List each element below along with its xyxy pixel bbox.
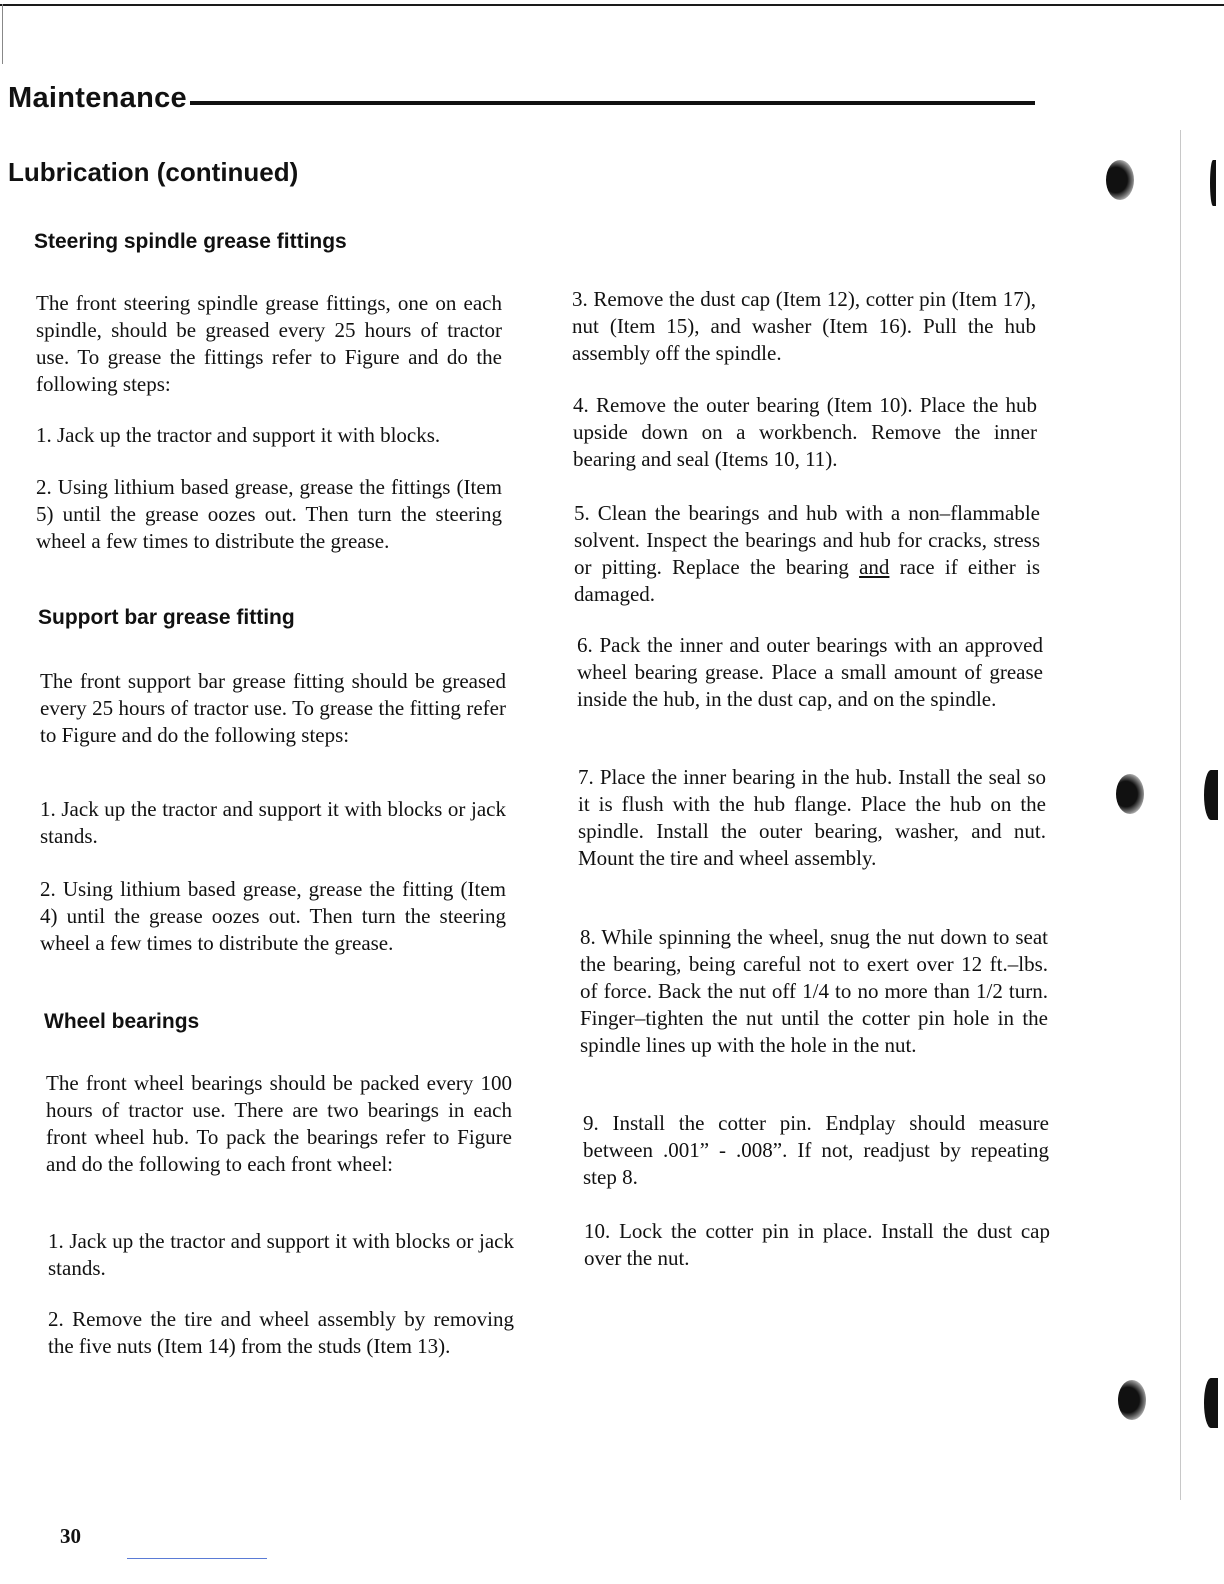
scan-margin-line <box>1180 130 1181 1500</box>
wheel-intro: The front wheel bearings should be packed every 100 hours of tractor use. There are two bearings in each front wheel hub. To pack the bearings refer to Figure and do the following to each front wheel: <box>46 1071 512 1176</box>
binder-hole-top <box>1106 160 1134 200</box>
wheel-step-5 <box>574 500 1040 608</box>
wheel-step-3: 3. Remove the dust cap (Item 12), cotter pin (Item 17), nut (Item 15), and washer (Item 16). Pull the hub assembly off the spindle. <box>572 287 1036 365</box>
step5-text-a: 5. Clean the bearings and hub with a non–flammable solvent. Inspect the bearings and hub for cracks, stress or pitting. Replace the bearing <box>574 501 1040 579</box>
title-rule <box>190 101 1035 105</box>
wheel-step-4: 4. Remove the outer bearing (Item 10). Place the hub upside down on a workbench. Remove the inner bearing and seal (Items 10, 11). <box>573 393 1037 471</box>
heading-support-bar: Support bar grease fitting <box>38 606 295 629</box>
binder-hole-middle <box>1116 774 1144 814</box>
binder-hole-bottom <box>1118 1380 1146 1420</box>
support-step-2: 2. Using lithium based grease, grease the fitting (Item 4) until the grease oozes out. Then turn the steering wheel a few times to distribute the grease. <box>40 877 506 955</box>
wheel-step-1: 1. Jack up the tractor and support it with blocks or jack stands. <box>48 1229 514 1280</box>
support-intro: The front support bar grease fitting should be greased every 25 hours of tractor use. To grease the fitting refer to Figure and do the following steps: <box>40 669 506 747</box>
support-step-1: 1. Jack up the tractor and support it with blocks or jack stands. <box>40 797 506 848</box>
footer-rule <box>127 1558 267 1559</box>
edge-mark-bottom <box>1204 1378 1218 1428</box>
top-rule <box>0 4 1224 6</box>
sub-title: Lubrication (continued) <box>8 157 299 187</box>
wheel-step-6: 6. Pack the inner and outer bearings with an approved wheel bearing grease. Place a small amount of grease inside the hub, in the dust cap, and on the spindle. <box>577 633 1043 711</box>
edge-mark-top <box>1210 160 1216 206</box>
scan-edge-line <box>2 4 3 64</box>
wheel-step-8: 8. While spinning the wheel, snug the nut down to seat the bearing, being careful not to exert over 12 ft.–lbs. of force. Back the nut off 1/4 to no more than 1/2 turn. Finger–tighten the nut until the cotter pin hole in the spindle lines up with the hole in the nut. <box>580 925 1048 1057</box>
page-number: 30 <box>60 1524 81 1548</box>
steering-step-1: 1. Jack up the tractor and support it with blocks. <box>36 423 441 447</box>
step5-underlined-and: and <box>859 555 890 579</box>
heading-steering-spindle: Steering spindle grease fittings <box>34 230 347 253</box>
step5-text-b: race if either is damaged. <box>574 555 1040 606</box>
steering-step-2: 2. Using lithium based grease, grease the fittings (Item 5) until the grease oozes out. Then turn the steering wheel a few times to distribute the grease. <box>36 475 502 553</box>
wheel-step-10: 10. Lock the cotter pin in place. Install the dust cap over the nut. <box>584 1219 1050 1270</box>
steering-intro: The front steering spindle grease fittings, one on each spindle, should be greased every 25 hours of tractor use. To grease the fittings refer to Figure and do the following steps: <box>36 291 502 396</box>
wheel-step-7: 7. Place the inner bearing in the hub. Install the seal so it is flush with the hub flange. Place the hub on the spindle. Install the outer bearing, washer, and nut. Mount the tire and wheel assembly. <box>578 765 1046 870</box>
edge-mark-middle <box>1204 770 1218 820</box>
wheel-step-9: 9. Install the cotter pin. Endplay should measure between .001” - .008”. If not, readjust by repeating step 8. <box>583 1111 1049 1189</box>
wheel-step-2: 2. Remove the tire and wheel assembly by removing the five nuts (Item 14) from the studs (Item 13). <box>48 1307 514 1358</box>
section-title: Maintenance <box>8 82 187 114</box>
heading-wheel-bearings: Wheel bearings <box>44 1010 200 1033</box>
